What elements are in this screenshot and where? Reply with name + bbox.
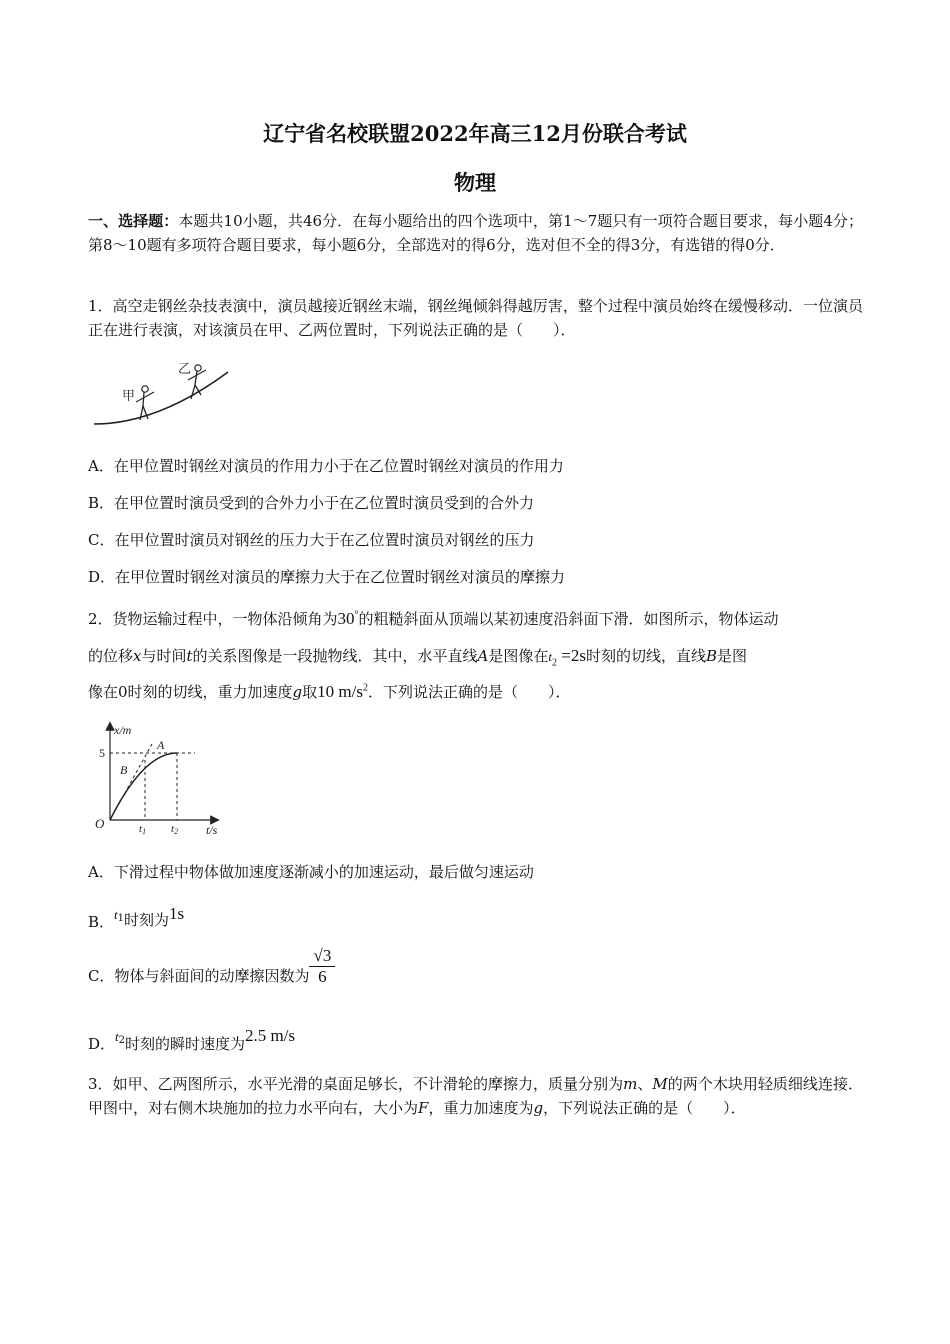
section-instructions	[88, 209, 863, 257]
exam-title: 辽宁省名校联盟2022年高三12月份联合考试	[263, 121, 687, 146]
q3-stem: 3．如甲、乙两图所示，水平光滑的桌面足够长，不计滑轮的摩擦力，质量分别为m、M的两个木块用轻质细线连接．甲图中，对右侧木块施加的拉力水平向右，大小为F，重力加速度为g，下列说法正确的是（ ）．	[88, 1075, 863, 1117]
label-yi: 乙	[178, 361, 192, 376]
q2-option-d: D．$t_2$时刻的瞬时速度为2.5 m/s	[88, 1026, 296, 1053]
origin-label: O	[95, 816, 105, 831]
q2-stem-line2: 的位移x与时间t的关系图像是一段抛物线．其中，水平直线A是图像在$t_2 =2s$时刻的切线，直线B是图	[88, 646, 748, 669]
label-b: B	[120, 763, 128, 777]
t2-tick: t2	[171, 823, 179, 836]
fraction: $\frac{√3}{6}$	[309, 946, 335, 987]
x-axis-label: t/s	[206, 823, 218, 837]
q1-option-b: B．在甲位置时演员受到的合外力小于在乙位置时演员受到的合外力	[88, 494, 535, 512]
q2-option-c: C．物体与斜面间的动摩擦因数为 $\frac{√3}{6}$	[88, 950, 335, 991]
q1-stem: 1．高空走钢丝杂技表演中，演员越接近钢丝末端，钢丝绳倾斜得越厉害，整个过程中演员始终在缓慢移动．一位演员正在进行表演，对该演员在甲、乙两位置时，下列说法正确的是（ ）．	[88, 297, 863, 339]
q1-tightrope-figure	[88, 358, 238, 430]
q1-option-c: C．在甲位置时演员对钢丝的压力大于在乙位置时演员对钢丝的压力	[88, 531, 535, 549]
q2-stem-line3: 像在0时刻的切线，重力加速度g取10 $m/s^2$．下列说法正确的是（ ）．	[88, 682, 571, 701]
t1-tick: t1	[139, 823, 147, 836]
label-jia: 甲	[122, 388, 136, 403]
q1-option-d: D．在甲位置时钢丝对演员的摩擦力大于在乙位置时钢丝对演员的摩擦力	[88, 568, 566, 586]
label-a: A	[157, 738, 165, 752]
section-label: 一、选择题：	[88, 212, 179, 230]
section-text: 本题共10小题，共46分．在每小题给出的四个选项中，第1～7题只有一项符合题目要求，每小题4分；第8～10题有多项符合题目要求，每小题6分，全部选对的得6分，选对但不全的得3分，有选错的得0分．	[88, 212, 863, 254]
q2-option-a: A．下滑过程中物体做加速度逐渐减小的加速运动，最后做匀速运动	[88, 863, 534, 881]
q1-option-a: A．在甲位置时钢丝对演员的作用力小于在乙位置时钢丝对演员的作用力	[88, 457, 564, 475]
y-tick-5: 5	[99, 746, 105, 760]
subject-title: 物理	[454, 170, 496, 195]
q2-xt-graph	[90, 720, 230, 840]
q2-option-b: B．$t_1$时刻为1s	[88, 904, 185, 931]
y-axis-label: x/m	[114, 723, 132, 737]
q2-stem-line1: 2．货物运输过程中，一物体沿倾角为30°的粗糙斜面从顶端以某初速度沿斜面下滑．如图所示，物体运动	[88, 609, 779, 628]
